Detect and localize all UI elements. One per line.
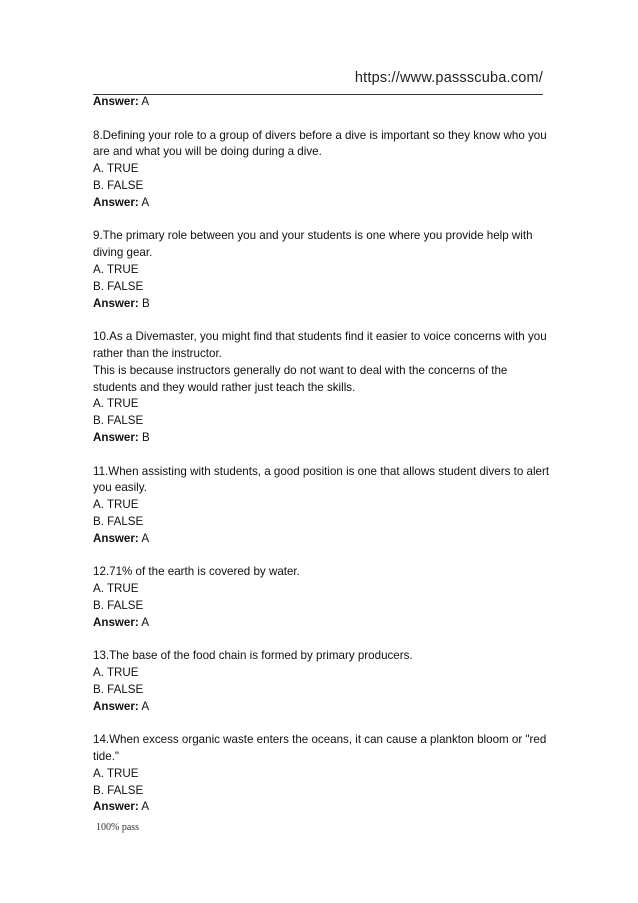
- answer-line: [93, 195, 548, 212]
- answer-label: Answer:: [93, 195, 139, 209]
- question-block: [93, 564, 548, 631]
- question-text-line: you easily.: [93, 481, 147, 495]
- answer-value: B: [141, 430, 150, 444]
- question-spacer: [93, 212, 548, 229]
- answer-line: [93, 531, 548, 548]
- question-spacer: [93, 548, 548, 565]
- answer-value: B: [141, 296, 150, 310]
- question-text-line: tide.": [93, 750, 120, 764]
- question-block: [93, 329, 548, 447]
- answer-value: A: [141, 800, 150, 814]
- answer-option: B. FALSE: [93, 178, 144, 192]
- answer-line: [93, 615, 548, 632]
- question-block: [93, 648, 548, 715]
- question-text-line: are and what you will be doing during a dive.: [93, 145, 322, 159]
- answer-option: A. TRUE: [93, 498, 139, 512]
- answer-value: A: [141, 95, 150, 108]
- answer-label: Answer:: [93, 430, 139, 444]
- question-block: [93, 732, 548, 816]
- header-url[interactable]: https://www.passscuba.com/: [354, 70, 543, 86]
- answer-label: Answer:: [93, 615, 139, 629]
- question-text-line: 11.When assisting with students, a good position is one that allows student divers to alert: [93, 464, 550, 478]
- answer-value: A: [141, 195, 150, 209]
- answer-option: A. TRUE: [93, 397, 139, 411]
- answer-line: [93, 296, 548, 313]
- question-text-line: students and they would rather just teach the skills.: [93, 380, 356, 394]
- answer-option: A. TRUE: [93, 766, 139, 780]
- answer-option: A. TRUE: [93, 162, 139, 176]
- question-block: [93, 228, 548, 312]
- answer-value: A: [141, 531, 150, 545]
- answer-option: B. FALSE: [93, 414, 144, 428]
- answer-line: [93, 799, 548, 816]
- answer-option: B. FALSE: [93, 682, 144, 696]
- answer-value: A: [141, 699, 150, 713]
- question-text-line: 9.The primary role between you and your students is one where you provide help with: [93, 229, 533, 243]
- question-text-line: 8.Defining your role to a group of divers before a dive is important so they know who you: [93, 128, 547, 142]
- question-text-line: 10.As a Divemaster, you might find that students find it easier to voice concerns with you: [93, 330, 547, 344]
- page-header: [93, 70, 543, 95]
- question-text-line: 13.The base of the food chain is formed by primary producers.: [93, 649, 413, 663]
- answer-label: Answer:: [93, 95, 139, 108]
- answer-option: B. FALSE: [93, 783, 144, 797]
- question-spacer: [93, 632, 548, 649]
- questions-content: [93, 94, 548, 816]
- answer-line: [93, 430, 548, 447]
- answer-option: B. FALSE: [93, 514, 144, 528]
- question-block: [93, 464, 548, 548]
- answer-option: A. TRUE: [93, 666, 139, 680]
- question-spacer: [93, 715, 548, 732]
- answer-label: Answer:: [93, 296, 139, 310]
- question-list: [93, 111, 548, 816]
- question-block: [93, 128, 548, 212]
- question-text-line: 12.71% of the earth is covered by water.: [93, 565, 300, 579]
- answer-label: Answer:: [93, 699, 139, 713]
- answer-option: B. FALSE: [93, 598, 144, 612]
- question-spacer: [93, 111, 548, 128]
- question-text-line: rather than the instructor.: [93, 346, 222, 360]
- answer-option: A. TRUE: [93, 582, 139, 596]
- question-text-line: diving gear.: [93, 246, 153, 260]
- question-spacer: [93, 312, 548, 329]
- question-spacer: [93, 447, 548, 464]
- answer-option: B. FALSE: [93, 279, 144, 293]
- answer-label: Answer:: [93, 531, 139, 545]
- page-footer: 100% pass: [96, 822, 140, 833]
- question-text-line: 14.When excess organic waste enters the oceans, it can cause a plankton bloom or "red: [93, 733, 547, 747]
- answer-value: A: [141, 615, 150, 629]
- answer-option: A. TRUE: [93, 262, 139, 276]
- top-answer: [93, 94, 548, 111]
- answer-label: Answer:: [93, 800, 139, 814]
- answer-line: [93, 699, 548, 716]
- question-text-line: This is because instructors generally do not want to deal with the concerns of the: [93, 363, 508, 377]
